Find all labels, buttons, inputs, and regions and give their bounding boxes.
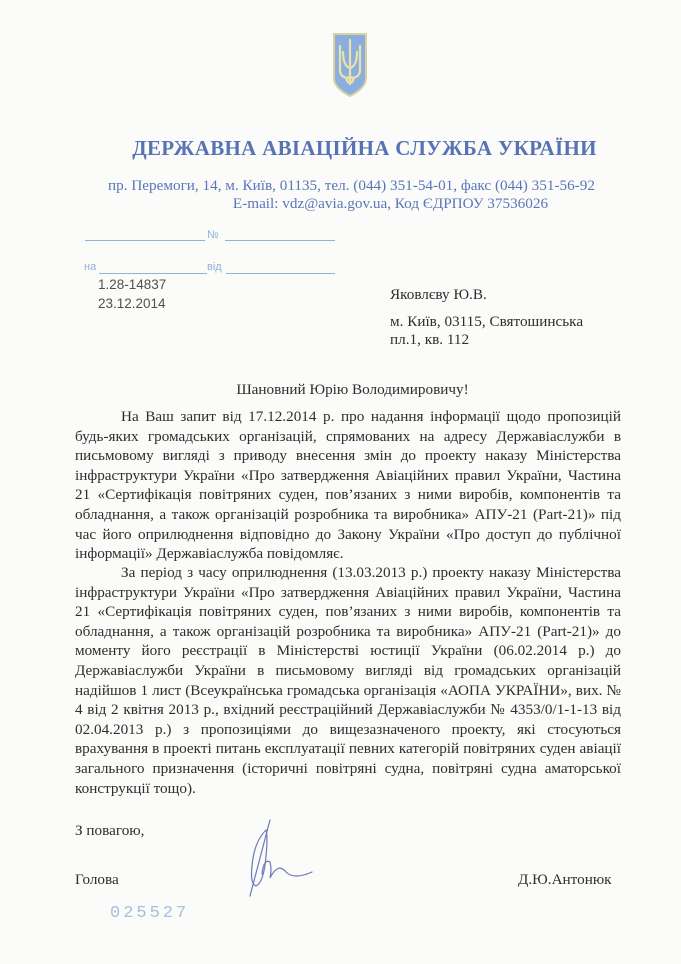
organization-contacts: E-mail: vdz@avia.gov.ua, Код ЄДРПОУ 37536026 [232,195,549,212]
handwritten-signature-icon [240,816,330,900]
number-label: № [207,229,219,241]
signatory-name: Д.Ю.Антонюк [518,871,612,888]
signatory-position: Голова [75,871,119,888]
reference-number-line [99,273,207,274]
body-paragraph-response: За період з часу оприлюднення (13.03.2013 р.) проекту наказу Міністерства інфраструктури України «Про затвердження Авіаційних правил України, Частина 21 «Сертифікація повітряних суден, пов’язаних з ними виробів, компонентів та обладнання, а також організацій розробника та виробника» АПУ-21 (Part-21)» до моменту його реєстрації в Міністерстві юстиції України (06.02.2014 р.) до Державіаслужби України в письмовому вигляді від громадських організацій надійшов 1 лист (Всеукраїнська громадська організація «АОПА УКРАЇНИ», вих. № 4 від 2 квітня 2013 р., вхідний реєстраційний Державіаслужби № 4353/0/1-1-13 від 02.04.2013 р.) з пропозиціями до вищезазначеного проекту, які стосуються врахування в проекті питань експлуатації певних категорій повітряних суден авіації загального призначення (історичні повітряні судна, повітряні судна аматорської конструкції тощо). [75,564,621,797]
from-label: від [207,261,222,273]
closing-regards: З повагою, [75,822,145,839]
document-serial-number: 025527 [110,904,190,923]
organization-title: ДЕРЖАВНА АВІАЦІЙНА СЛУЖБА УКРАЇНИ [132,136,597,160]
recipient-address-line1: м. Київ, 03115, Святошинська [390,313,584,330]
recipient-name: Яковлєву Ю.В. [390,286,487,303]
body-paragraph-request: На Ваш запит від 17.12.2014 р. про надання інформації щодо пропозицій будь-яких громадських організацій, спрямованих на адресу Державіаслужби в письмовому вигляді з приводу внесення змін до проекту наказу Міністерства інфраструктури України «Про затвердження Авіаційних правил України, Частина 21 «Сертифікація повітряних суден, пов’язаних з ними виробів, компонентів та обладнання, а також організацій розробника та виробника» АПУ-21 (Part-21)» під час його оприлюднення відповідно до Закону України «Про доступ до публічної інформації» Державіаслужба повідомляє. [75,408,621,563]
reference-date-line [226,273,335,274]
on-label: на [84,261,97,273]
reference-date: 23.12.2014 [98,296,166,311]
ukraine-trident-emblem-icon [332,32,368,98]
organization-address: пр. Перемоги, 14, м. Київ, 01135, тел. (044) 351-54-01, факс (044) 351-56-92 [108,177,595,194]
recipient-address-line2: пл.1, кв. 112 [390,331,470,348]
outgoing-number-line [225,240,335,241]
salutation: Шановний Юрію Володимировичу! [236,381,469,398]
outgoing-date-line [85,240,205,241]
reference-number: 1.28-14837 [98,277,167,292]
